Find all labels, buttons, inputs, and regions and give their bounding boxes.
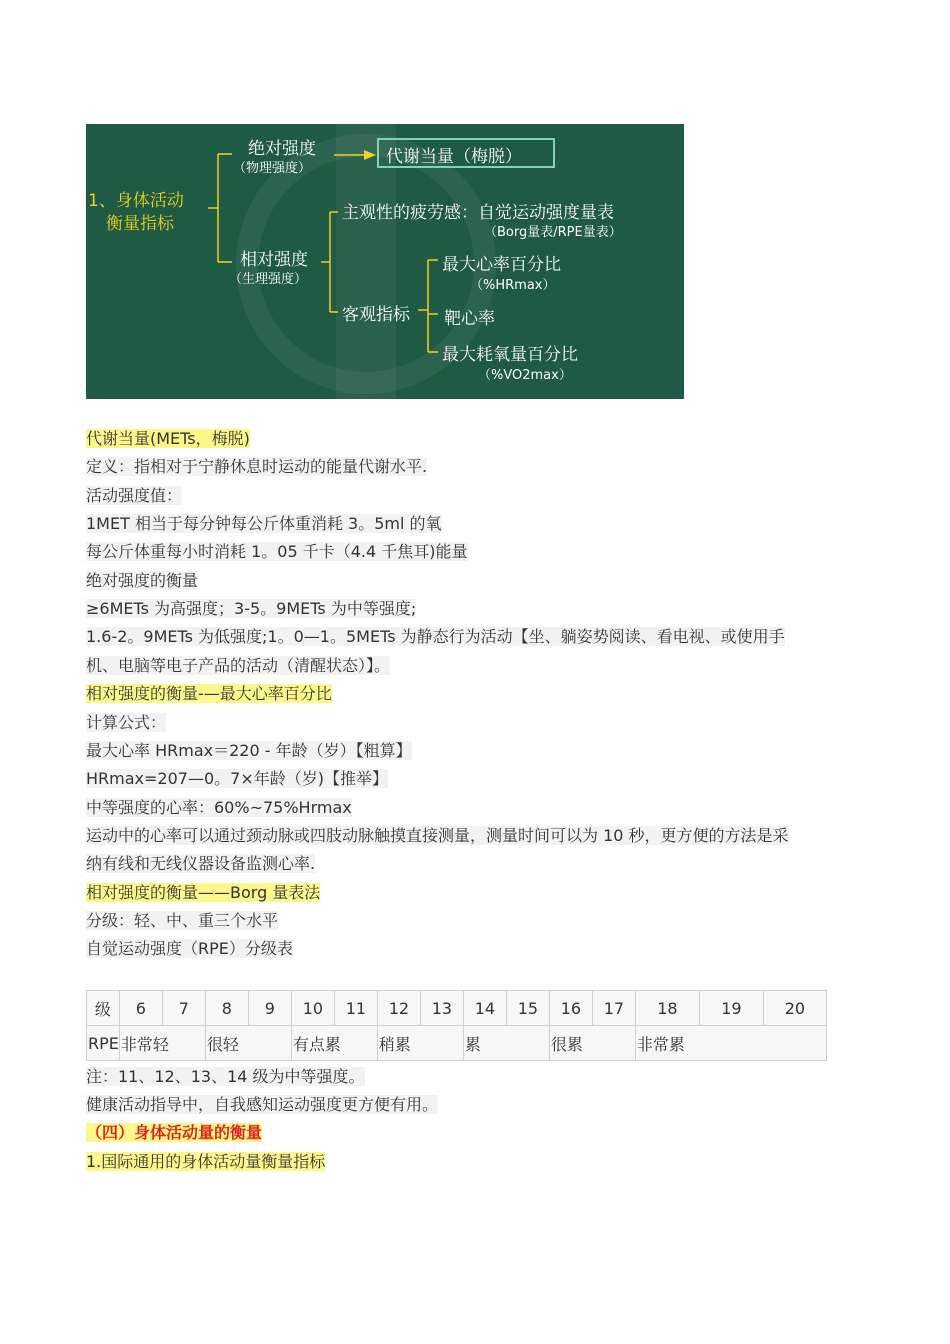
- heading-hrmax: [86, 682, 332, 706]
- grade-label-cell: 级: [87, 991, 120, 1026]
- heading-met: [86, 427, 250, 451]
- absolute-heading: [86, 569, 198, 593]
- hr-measure-cont-text: 纳有线和无线仪器设备监测心率.: [86, 854, 316, 873]
- formula-recommended-text: HRmax=207—0。7×年龄（岁)【推举】: [86, 769, 388, 788]
- subjective-label: 主观性的疲劳感：自觉运动强度量表: [342, 203, 614, 223]
- root-label-line1: 1、身体活动: [88, 191, 184, 211]
- met-definition-text: 定义：指相对于宁静休息时运动的能量代谢水平.: [86, 457, 428, 476]
- absolute-intensity: 绝对强度: [248, 139, 316, 159]
- met-definition: [86, 455, 427, 479]
- hrmax-sub: （%HRmax）: [470, 278, 556, 293]
- rpe-cell: 有点累: [291, 1026, 377, 1061]
- rpe-row: [87, 1026, 827, 1061]
- intensity-value-text: 活动强度值：: [86, 486, 183, 505]
- grade-cell: 6: [119, 991, 162, 1026]
- vo2-sub: （%VO2max）: [478, 368, 572, 383]
- mind-map-slide: [86, 124, 684, 399]
- international-indicator-heading: [86, 1150, 325, 1174]
- grade-cell: 9: [248, 991, 291, 1026]
- high-intensity: [86, 597, 416, 621]
- rpe-cell: 非常轻: [119, 1026, 205, 1061]
- met-oxygen: [86, 512, 442, 536]
- rpe-table: [86, 990, 827, 1061]
- grade-cell: 11: [334, 991, 377, 1026]
- met-box-label: 代谢当量（梅脱）: [386, 147, 522, 167]
- section-four-heading-text: （四）身体活动量的衡量: [86, 1123, 263, 1142]
- met-energy: [86, 540, 468, 564]
- hr-measure-text: 运动中的心率可以通过颈动脉或四肢动脉触摸直接测量，测量时间可以为 10 秒，更方便的方法是采: [86, 826, 789, 845]
- met-energy-text: 每公斤体重每小时消耗 1。05 千卡（4.4 千焦耳)能量: [86, 542, 468, 561]
- formula-recommended: [86, 767, 388, 791]
- formula-label: [86, 711, 166, 735]
- low-intensity: [86, 625, 785, 649]
- met-oxygen-text: 1MET 相当于每分钟每公斤体重消耗 3。5ml 的氧: [86, 514, 442, 533]
- formula-rough: [86, 739, 412, 763]
- international-indicator-text: 1.国际通用的身体活动量衡量指标: [86, 1152, 326, 1171]
- grade-cell: 20: [763, 991, 826, 1026]
- relative-intensity: 相对强度: [240, 250, 308, 270]
- heading-borg-text: 相对强度的衡量——Borg 量表法: [86, 883, 321, 902]
- heading-hrmax-text: 相对强度的衡量-—最大心率百分比: [86, 684, 332, 703]
- grading-levels-text: 分级：轻、中、重三个水平: [86, 911, 279, 930]
- grade-row: [87, 991, 827, 1026]
- rpe-cell: 累: [463, 1026, 549, 1061]
- absolute-heading-text: 绝对强度的衡量: [86, 571, 199, 590]
- grade-cell: 19: [699, 991, 763, 1026]
- rpe-cell: 很轻: [205, 1026, 291, 1061]
- grade-cell: 14: [463, 991, 506, 1026]
- heading-met-text: 代谢当量(METs，梅脱): [86, 429, 250, 448]
- target-hr-label: 靶心率: [444, 309, 495, 329]
- relative-intensity-sub: （生理强度）: [229, 272, 308, 287]
- subjective-sub: （Borg量表/RPE量表）: [484, 225, 622, 240]
- rpe-label-cell: RPE: [87, 1026, 120, 1061]
- low-intensity-cont: [86, 654, 390, 678]
- moderate-hr-text: 中等强度的心率：60%~75%Hrmax: [86, 798, 352, 817]
- low-intensity-text: 1.6-2。9METs 为低强度;1。0—1。5METs 为静态行为活动【坐、躺姿势阅读、看电视、或使用手: [86, 627, 785, 646]
- vo2-label: 最大耗氧量百分比: [442, 345, 578, 365]
- perception-note: [86, 1093, 438, 1117]
- grade-cell: 12: [377, 991, 420, 1026]
- heading-borg: [86, 881, 320, 905]
- rpe-cell: 很累: [549, 1026, 635, 1061]
- formula-label-text: 计算公式：: [86, 713, 167, 732]
- section-four-heading: [86, 1121, 262, 1145]
- intensity-value-label: [86, 484, 182, 508]
- moderate-hr: [86, 796, 352, 820]
- low-intensity-cont-text: 机、电脑等电子产品的活动（清醒状态）】。: [86, 656, 391, 675]
- root-label-line2: 衡量指标: [106, 214, 174, 234]
- rpe-cell: 稍累: [377, 1026, 463, 1061]
- perception-note-text: 健康活动指导中，自我感知运动强度更方便有用。: [86, 1095, 439, 1114]
- moderate-note-text: 注：11、12、13、14 级为中等强度。: [86, 1067, 365, 1086]
- grade-cell: 10: [291, 991, 334, 1026]
- hr-measure-cont: [86, 852, 315, 876]
- grade-cell: 13: [420, 991, 463, 1026]
- rpe-table-title: [86, 937, 293, 961]
- formula-rough-text: 最大心率 HRmax＝220 - 年龄（岁）【粗算】: [86, 741, 412, 760]
- grade-cell: 18: [635, 991, 699, 1026]
- absolute-intensity-sub: （物理强度）: [233, 161, 312, 176]
- grade-cell: 15: [506, 991, 549, 1026]
- grade-cell: 17: [592, 991, 635, 1026]
- grade-cell: 16: [549, 991, 592, 1026]
- objective-label: 客观指标: [342, 305, 410, 325]
- moderate-note: [86, 1065, 365, 1089]
- grade-cell: 8: [205, 991, 248, 1026]
- grading-levels: [86, 909, 278, 933]
- hrmax-label: 最大心率百分比: [442, 255, 561, 275]
- hr-measure: [86, 824, 789, 848]
- grade-cell: 7: [162, 991, 205, 1026]
- high-intensity-text: ≥6METs 为高强度；3-5。9METs 为中等强度;: [86, 599, 417, 618]
- rpe-cell: 非常累: [635, 1026, 826, 1061]
- rpe-table-title-text: 自觉运动强度（RPE）分级表: [86, 939, 293, 958]
